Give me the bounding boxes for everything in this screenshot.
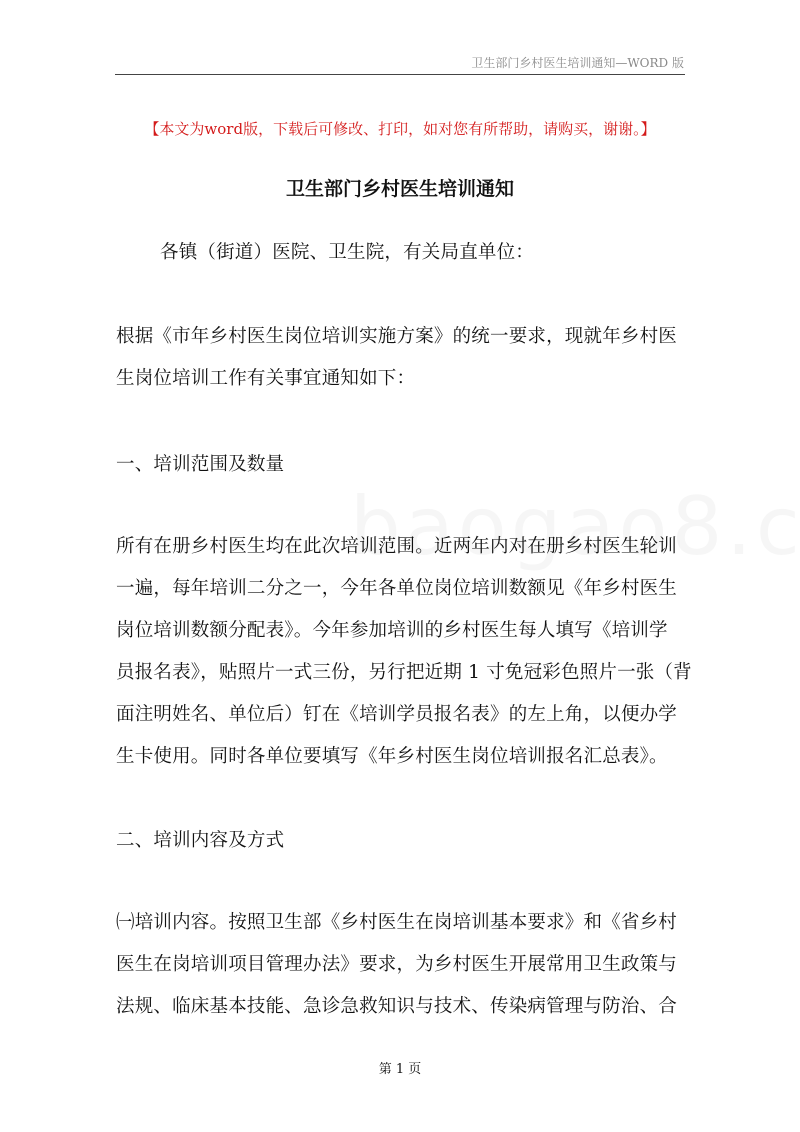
intro-line-1: 根据《市年乡村医生岗位培训实施方案》的统一要求，现就年乡村医	[116, 326, 678, 347]
section-2-line-1: ㈠培训内容。按照卫生部《乡村医生在岗培训基本要求》和《省乡村	[116, 912, 678, 933]
header-divider	[115, 74, 685, 75]
intro-line-2: 生岗位培训工作有关事宜通知如下：	[116, 368, 416, 389]
page-header: 卫生部门乡村医生培训通知—WORD 版	[471, 56, 684, 70]
section-2-heading: 二、培训内容及方式	[116, 830, 285, 851]
section-1-heading: 一、培训范围及数量	[116, 454, 285, 475]
section-2-line-2: 医生在岗培训项目管理办法》要求，为乡村医生开展常用卫生政策与	[116, 954, 678, 975]
section-1-line-4: 员报名表》，贴照片一式三份，另行把近期 1 寸免冠彩色照片一张（背	[116, 662, 692, 683]
salutation: 各镇（街道）医院、卫生院，有关局直单位：	[160, 242, 535, 263]
watermark	[350, 480, 800, 573]
section-1-line-6: 生卡使用。同时各单位要填写《年乡村医生岗位培训报名汇总表》。	[116, 746, 668, 767]
section-1-line-3: 岗位培训数额分配表》。今年参加培训的乡村医生每人填写《培训学	[116, 620, 668, 641]
page-number: 第 1 页	[378, 1062, 422, 1077]
purchase-notice: 【本文为word版，下载后可修改、打印，如对您有所帮助，请购买，谢谢。】	[144, 120, 656, 138]
section-2-line-3: 法规、临床基本技能、急诊急救知识与技术、传染病管理与防治、合	[116, 996, 678, 1017]
section-1-line-2: 一遍，每年培训二分之一，今年各单位岗位培训数额见《年乡村医生	[116, 578, 678, 599]
section-1-line-5: 面注明姓名、单位后）钉在《培训学员报名表》的左上角，以便办学	[116, 704, 678, 725]
section-1-line-1: 所有在册乡村医生均在此次培训范围。近两年内对在册乡村医生轮训	[116, 536, 678, 557]
document-title: 卫生部门乡村医生培训通知	[285, 178, 514, 200]
